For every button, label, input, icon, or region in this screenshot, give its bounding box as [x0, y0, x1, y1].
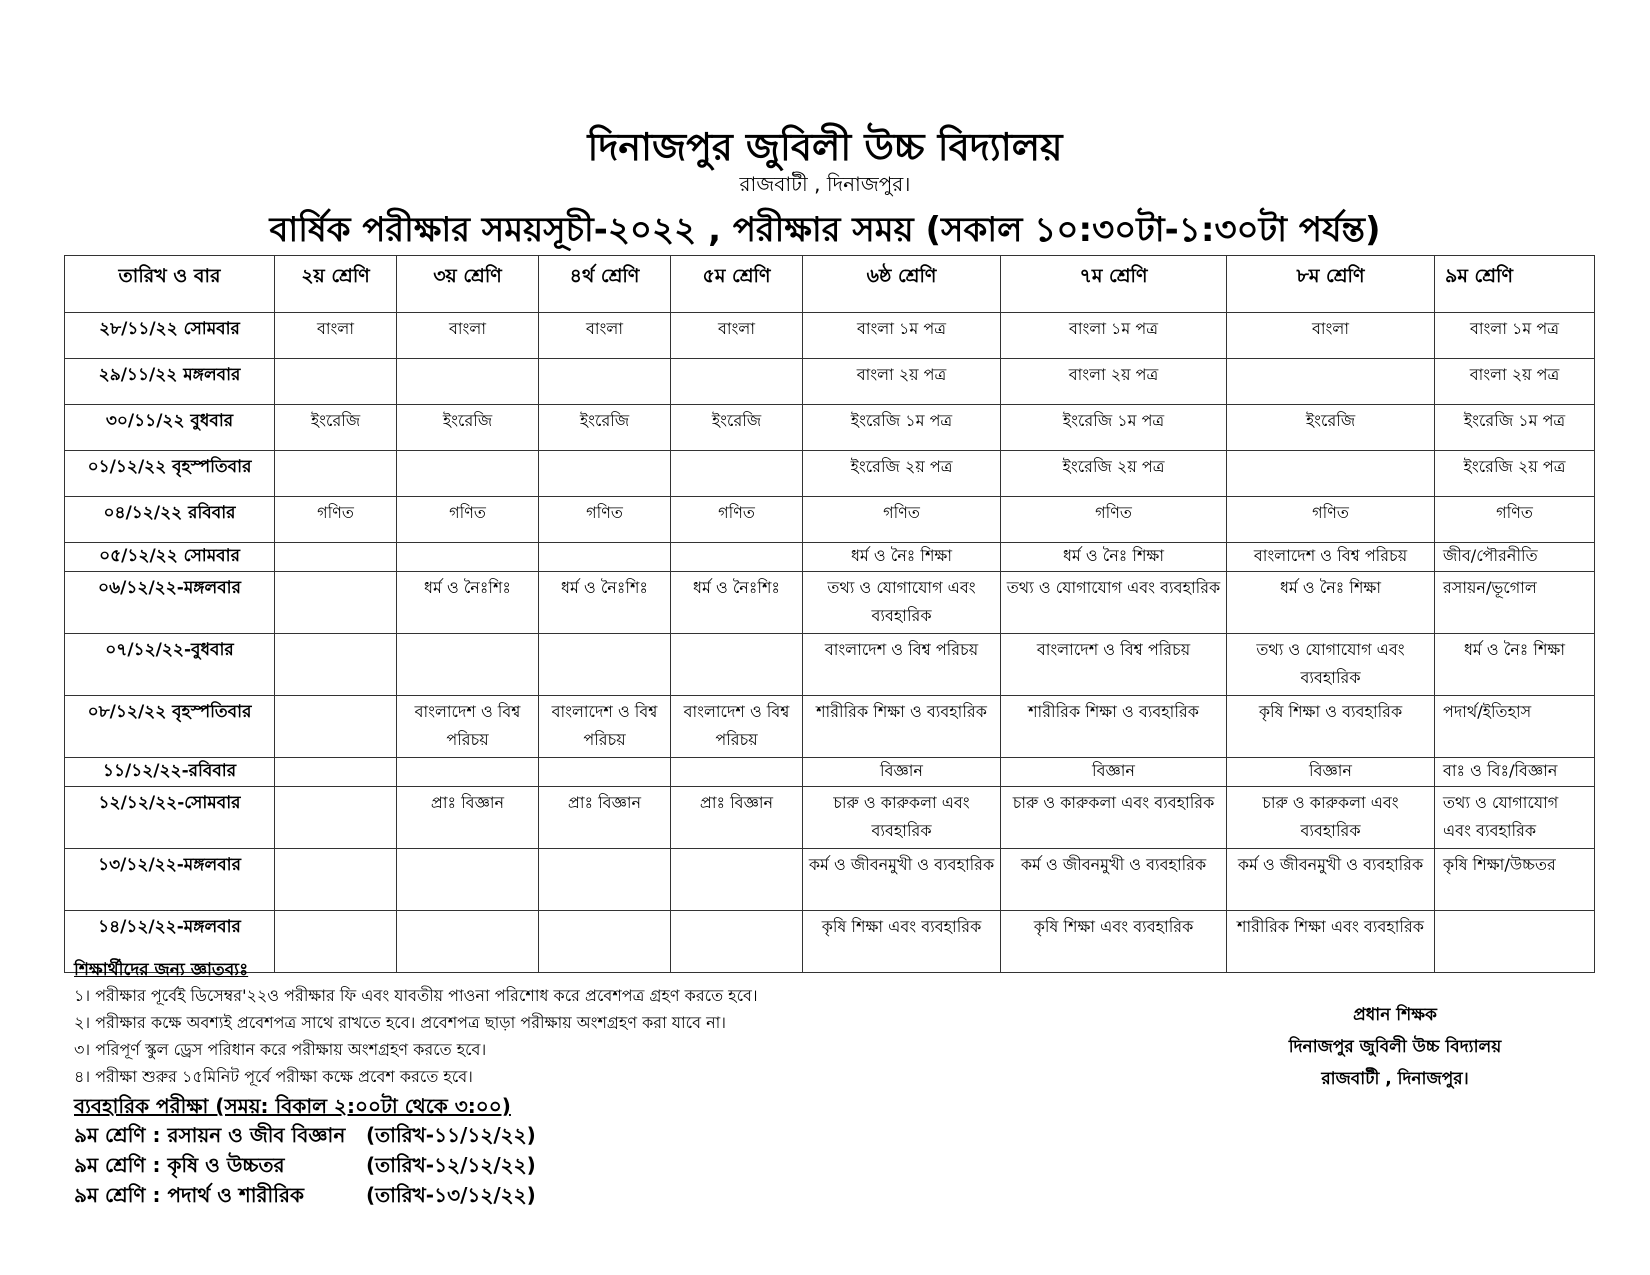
subject-cell — [671, 758, 803, 787]
subject-cell: শারীরিক শিক্ষা এবং ব্যবহারিক — [1227, 911, 1435, 973]
subject-cell: বাংলা ১ম পত্র — [1001, 313, 1227, 359]
subject-cell: গণিত — [275, 497, 397, 543]
subject-cell: বাংলাদেশ ও বিশ্ব পরিচয় — [803, 634, 1001, 696]
subject-cell: বাংলাদেশ ও বিশ্ব পরিচয় — [397, 696, 539, 758]
subject-cell — [275, 543, 397, 572]
subject-cell: ধর্ম ও নৈঃ শিক্ষা — [803, 543, 1001, 572]
subject-cell: কৃষি শিক্ষা/উচ্চতর — [1435, 849, 1595, 911]
subject-cell — [275, 634, 397, 696]
practical-date: (তারিখ-১১/১২/২২) — [366, 1123, 536, 1147]
subject-cell: ইংরেজি — [671, 405, 803, 451]
subject-cell: বাঃ ও বিঃ/বিজ্ঞান — [1435, 758, 1595, 787]
date-cell: ২৯/১১/২২ মঙ্গলবার — [65, 359, 275, 405]
subject-cell: ধর্ম ও নৈঃ শিক্ষা — [1001, 543, 1227, 572]
subject-cell: পদার্থ/ইতিহাস — [1435, 696, 1595, 758]
column-header: ৯ম শ্রেণি — [1435, 256, 1595, 313]
subject-cell: চারু ও কারুকলা এবং ব্যবহারিক — [803, 787, 1001, 849]
subject-cell: ইংরেজি ১ম পত্র — [1001, 405, 1227, 451]
school-address: রাজবাটী , দিনাজপুর। — [739, 172, 911, 196]
subject-cell — [539, 758, 671, 787]
practical-date: (তারিখ-১২/১২/২২) — [366, 1153, 536, 1177]
table-row — [65, 451, 1595, 497]
subject-cell — [275, 696, 397, 758]
subject-cell — [1227, 359, 1435, 405]
subject-cell — [275, 787, 397, 849]
subject-cell: বাংলা ১ম পত্র — [803, 313, 1001, 359]
practical-class-subject: ৯ম শ্রেণি : রসায়ন ও জীব বিজ্ঞান — [74, 1123, 346, 1147]
column-header: ৩য় শ্রেণি — [397, 256, 539, 313]
subject-cell — [539, 634, 671, 696]
subject-cell: গণিত — [1435, 497, 1595, 543]
table-row — [65, 634, 1595, 696]
table-row — [65, 696, 1595, 758]
subject-cell: ধর্ম ও নৈঃ শিক্ষা — [1435, 634, 1595, 696]
signature-block — [1245, 1000, 1545, 1096]
subject-cell — [539, 849, 671, 911]
subject-cell: বাংলা ২য় পত্র — [803, 359, 1001, 405]
subject-cell: গণিত — [539, 497, 671, 543]
subject-cell: প্রাঃ বিজ্ঞান — [397, 787, 539, 849]
subject-cell: বাংলা — [1227, 313, 1435, 359]
notes-section — [74, 958, 1074, 1210]
subject-cell: বাংলাদেশ ও বিশ্ব পরিচয় — [1227, 543, 1435, 572]
table-row — [65, 758, 1595, 787]
table-row — [65, 849, 1595, 911]
date-cell: ০৮/১২/২২ বৃহস্পতিবার — [65, 696, 275, 758]
subject-cell: বাংলা — [275, 313, 397, 359]
practical-class-subject: ৯ম শ্রেণি : পদার্থ ও শারীরিক — [74, 1183, 304, 1207]
subject-cell: রসায়ন/ভূগোল — [1435, 572, 1595, 634]
subject-cell: বাংলা ২য় পত্র — [1435, 359, 1595, 405]
subject-cell — [275, 359, 397, 405]
subject-cell: কৃষি শিক্ষা ও ব্যবহারিক — [1227, 696, 1435, 758]
subject-cell: বিজ্ঞান — [1227, 758, 1435, 787]
practical-exam-item — [74, 1150, 1074, 1180]
practical-exam-item — [74, 1180, 1074, 1210]
subject-cell: ইংরেজি ২য় পত্র — [1435, 451, 1595, 497]
table-row — [65, 405, 1595, 451]
column-header: ৭ম শ্রেণি — [1001, 256, 1227, 313]
subject-cell: গণিত — [397, 497, 539, 543]
column-header: ৫ম শ্রেণি — [671, 256, 803, 313]
date-cell: ০৭/১২/২২-বুধবার — [65, 634, 275, 696]
subject-cell: বাংলাদেশ ও বিশ্ব পরিচয় — [1001, 634, 1227, 696]
schedule-heading: বার্ষিক পরীক্ষার সময়সূচী-২০২২ , পরীক্ষার সময় (সকাল ১০:৩০টা-১:৩০টা পর্যন্ত) — [269, 210, 1381, 250]
subject-cell: ইংরেজি — [1227, 405, 1435, 451]
subject-cell: ইংরেজি ১ম পত্র — [1435, 405, 1595, 451]
subject-cell: বাংলা — [671, 313, 803, 359]
subject-cell: বাংলা ২য় পত্র — [1001, 359, 1227, 405]
subject-cell: কর্ম ও জীবনমুখী ও ব্যবহারিক — [1001, 849, 1227, 911]
table-row — [65, 572, 1595, 634]
signature-title: প্রধান শিক্ষক — [1353, 1005, 1437, 1025]
subject-cell: গণিত — [803, 497, 1001, 543]
subject-cell: ধর্ম ও নৈঃশিঃ — [397, 572, 539, 634]
date-cell: ১৩/১২/২২-মঙ্গলবার — [65, 849, 275, 911]
subject-cell: বাংলা ১ম পত্র — [1435, 313, 1595, 359]
subject-cell: ধর্ম ও নৈঃ শিক্ষা — [1227, 572, 1435, 634]
column-header: ২য় শ্রেণি — [275, 256, 397, 313]
signature-school: দিনাজপুর জুবিলী উচ্চ বিদ্যালয় — [1288, 1037, 1502, 1057]
subject-cell — [539, 359, 671, 405]
subject-cell — [275, 572, 397, 634]
practical-class-subject: ৯ম শ্রেণি : কৃষি ও উচ্চতর — [74, 1153, 285, 1177]
subject-cell — [397, 451, 539, 497]
subject-cell — [397, 758, 539, 787]
date-cell: ০৫/১২/২২ সোমবার — [65, 543, 275, 572]
subject-cell — [397, 849, 539, 911]
date-cell: ১২/১২/২২-সোমবার — [65, 787, 275, 849]
subject-cell — [671, 359, 803, 405]
signature-address: রাজবাটী , দিনাজপুর। — [1321, 1069, 1469, 1089]
subject-cell: গণিত — [1227, 497, 1435, 543]
notes-title: শিক্ষার্থীদের জন্য জ্ঞাতব্যঃ — [74, 960, 249, 980]
subject-cell: ধর্ম ও নৈঃশিঃ — [671, 572, 803, 634]
table-header-row — [65, 256, 1595, 313]
subject-cell: প্রাঃ বিজ্ঞান — [539, 787, 671, 849]
note-item: ২। পরীক্ষার কক্ষে অবশ্যই প্রবেশপত্র সাথে রাখতে হবে। প্রবেশপত্র ছাড়া পরীক্ষায় অংশগ্রহণ করা যাবে না। — [74, 1013, 726, 1032]
date-cell: ০৬/১২/২২-মঙ্গলবার — [65, 572, 275, 634]
subject-cell: বাংলা — [539, 313, 671, 359]
subject-cell: তথ্য ও যোগাযোগ এবং ব্যবহারিক — [1001, 572, 1227, 634]
subject-cell — [1435, 911, 1595, 973]
practical-exam-item — [74, 1120, 1074, 1150]
subject-cell: ইংরেজি ২য় পত্র — [803, 451, 1001, 497]
subject-cell: ইংরেজি ২য় পত্র — [1001, 451, 1227, 497]
subject-cell — [397, 359, 539, 405]
subject-cell: তথ্য ও যোগাযোগ এবং ব্যবহারিক — [1227, 634, 1435, 696]
subject-cell: বাংলাদেশ ও বিশ্ব পরিচয় — [671, 696, 803, 758]
date-cell: ০১/১২/২২ বৃহস্পতিবার — [65, 451, 275, 497]
note-item: ৪। পরীক্ষা শুরুর ১৫মিনিট পূর্বে পরীক্ষা কক্ষে প্রবেশ করতে হবে। — [74, 1067, 473, 1086]
subject-cell: ইংরেজি — [539, 405, 671, 451]
subject-cell: ইংরেজি — [275, 405, 397, 451]
practical-exam-title: ব্যবহারিক পরীক্ষা (সময়: বিকাল ২:০০টা থেকে ৩:০০) — [74, 1094, 511, 1118]
subject-cell — [275, 451, 397, 497]
subject-cell — [539, 451, 671, 497]
date-cell: ১১/১২/২২-রবিবার — [65, 758, 275, 787]
subject-cell: কর্ম ও জীবনমুখী ও ব্যবহারিক — [803, 849, 1001, 911]
subject-cell: প্রাঃ বিজ্ঞান — [671, 787, 803, 849]
table-row — [65, 497, 1595, 543]
subject-cell: কৃষি শিক্ষা এবং ব্যবহারিক — [1001, 911, 1227, 973]
subject-cell: কৃষি শিক্ষা এবং ব্যবহারিক — [803, 911, 1001, 973]
table-row — [65, 359, 1595, 405]
subject-cell: জীব/পৌরনীতি — [1435, 543, 1595, 572]
practical-date: (তারিখ-১৩/১২/২২) — [366, 1183, 536, 1207]
subject-cell: শারীরিক শিক্ষা ও ব্যবহারিক — [1001, 696, 1227, 758]
table-row — [65, 543, 1595, 572]
date-cell: ১৪/১২/২২-মঙ্গলবার — [65, 911, 275, 973]
subject-cell — [539, 543, 671, 572]
subject-cell: ইংরেজি ১ম পত্র — [803, 405, 1001, 451]
subject-cell — [671, 849, 803, 911]
column-header: ৬ষ্ঠ শ্রেণি — [803, 256, 1001, 313]
exam-schedule-table — [64, 255, 1595, 973]
subject-cell: কর্ম ও জীবনমুখী ও ব্যবহারিক — [1227, 849, 1435, 911]
subject-cell — [275, 849, 397, 911]
column-header: তারিখ ও বার — [65, 256, 275, 313]
column-header: ৪র্থ শ্রেণি — [539, 256, 671, 313]
school-name: দিনাজপুর জুবিলী উচ্চ বিদ্যালয় — [587, 125, 1063, 169]
subject-cell: তথ্য ও যোগাযোগ এবং ব্যবহারিক — [1435, 787, 1595, 849]
note-item: ৩। পরিপূর্ণ স্কুল ড্রেস পরিধান করে পরীক্ষায় অংশগ্রহণ করতে হবে। — [74, 1040, 487, 1059]
subject-cell — [397, 543, 539, 572]
date-cell: ২৮/১১/২২ সোমবার — [65, 313, 275, 359]
subject-cell: বিজ্ঞান — [1001, 758, 1227, 787]
note-item: ১। পরীক্ষার পূর্বেই ডিসেম্বর'২২ও পরীক্ষার ফি এবং যাবতীয় পাওনা পরিশোধ করে প্রবেশপত্র গ্রহণ করতে হবে। — [74, 986, 758, 1005]
date-cell: ৩০/১১/২২ বুধবার — [65, 405, 275, 451]
table-row — [65, 787, 1595, 849]
column-header: ৮ম শ্রেণি — [1227, 256, 1435, 313]
subject-cell: বিজ্ঞান — [803, 758, 1001, 787]
table-row — [65, 313, 1595, 359]
subject-cell: বাংলাদেশ ও বিশ্ব পরিচয় — [539, 696, 671, 758]
subject-cell — [1227, 451, 1435, 497]
subject-cell — [397, 634, 539, 696]
subject-cell — [671, 451, 803, 497]
subject-cell — [275, 758, 397, 787]
subject-cell: ইংরেজি — [397, 405, 539, 451]
subject-cell: শারীরিক শিক্ষা ও ব্যবহারিক — [803, 696, 1001, 758]
subject-cell — [671, 543, 803, 572]
subject-cell — [671, 634, 803, 696]
date-cell: ০৪/১২/২২ রবিবার — [65, 497, 275, 543]
subject-cell: বাংলা — [397, 313, 539, 359]
subject-cell: চারু ও কারুকলা এবং ব্যবহারিক — [1001, 787, 1227, 849]
subject-cell: তথ্য ও যোগাযোগ এবং ব্যবহারিক — [803, 572, 1001, 634]
subject-cell: গণিত — [1001, 497, 1227, 543]
subject-cell: চারু ও কারুকলা এবং ব্যবহারিক — [1227, 787, 1435, 849]
subject-cell: গণিত — [671, 497, 803, 543]
subject-cell: ধর্ম ও নৈঃশিঃ — [539, 572, 671, 634]
